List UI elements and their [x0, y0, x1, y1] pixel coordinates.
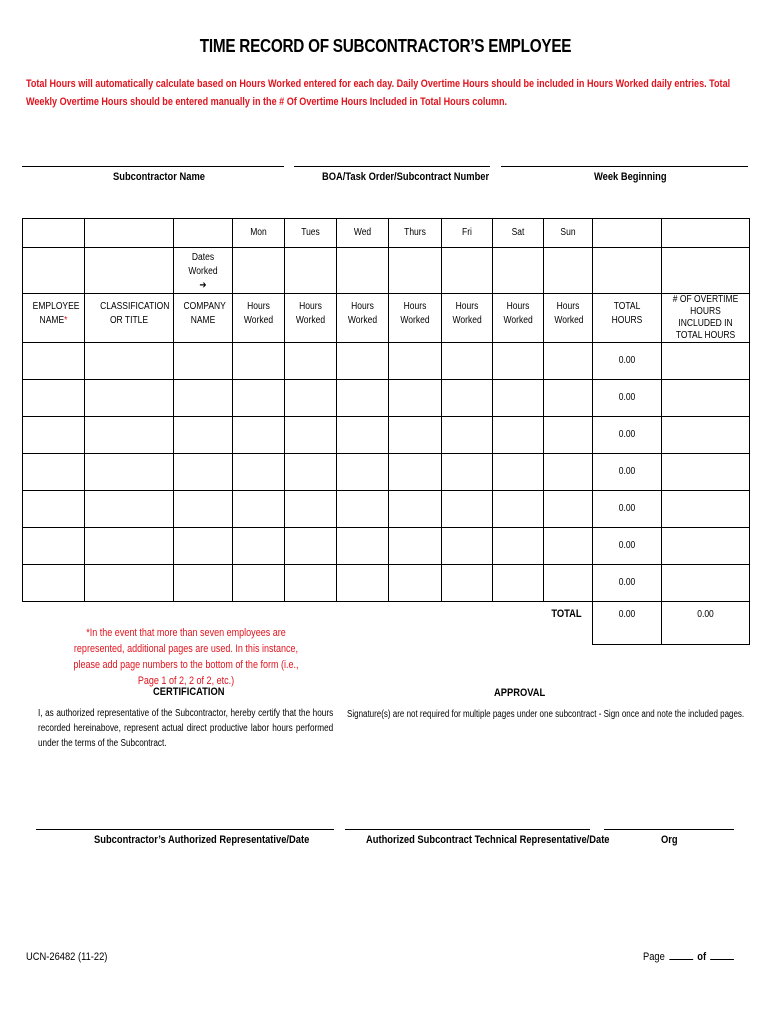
hours-fri-input[interactable]	[442, 528, 493, 565]
row-total-hours: 0.00	[593, 491, 662, 528]
hours-sun-input[interactable]	[544, 454, 593, 491]
hours-wed-input[interactable]	[337, 417, 389, 454]
hours-fri-input[interactable]	[442, 380, 493, 417]
date-wed-input[interactable]	[337, 248, 389, 294]
column-header-row	[23, 294, 750, 343]
col-employee-name: EMPLOYEE NAME*	[23, 294, 85, 343]
date-sat-input[interactable]	[493, 248, 544, 294]
hours-thurs-input[interactable]	[389, 380, 442, 417]
hours-sat-input[interactable]	[493, 454, 544, 491]
hours-sat-input[interactable]	[493, 380, 544, 417]
hours-tues-input[interactable]	[285, 491, 337, 528]
classification-input[interactable]	[85, 491, 174, 528]
grand-total-overtime: 0.00	[662, 602, 750, 645]
hours-fri-input[interactable]	[442, 565, 493, 602]
row-total-hours: 0.00	[593, 343, 662, 380]
classification-input[interactable]	[85, 343, 174, 380]
company-name-input[interactable]	[174, 343, 233, 380]
hours-tues-input[interactable]	[285, 565, 337, 602]
company-name-input[interactable]	[174, 528, 233, 565]
hours-wed-input[interactable]	[337, 454, 389, 491]
hours-mon-input[interactable]	[233, 491, 285, 528]
hours-thurs-input[interactable]	[389, 454, 442, 491]
hours-mon-input[interactable]	[233, 454, 285, 491]
table-row	[23, 417, 750, 454]
employee-name-input[interactable]	[23, 528, 85, 565]
hours-fri-input[interactable]	[442, 454, 493, 491]
hours-tues-input[interactable]	[285, 417, 337, 454]
hours-thurs-input[interactable]	[389, 491, 442, 528]
classification-input[interactable]	[85, 528, 174, 565]
overtime-hours-input[interactable]	[662, 491, 750, 528]
subcontractor-name-field[interactable]	[22, 166, 284, 167]
day-tues: Tues	[285, 219, 337, 248]
col-hours-thurs: Hours Worked	[389, 294, 442, 343]
col-hours-wed: Hours Worked	[337, 294, 389, 343]
table-row	[23, 343, 750, 380]
classification-input[interactable]	[85, 454, 174, 491]
table-row	[23, 528, 750, 565]
hours-sun-input[interactable]	[544, 565, 593, 602]
table-row	[23, 454, 750, 491]
hours-tues-input[interactable]	[285, 380, 337, 417]
hours-mon-input[interactable]	[233, 528, 285, 565]
day-wed: Wed	[337, 219, 389, 248]
subcontractor-rep-signature-line[interactable]	[36, 829, 334, 830]
col-total-hours: TOTAL HOURS	[593, 294, 662, 343]
hours-fri-input[interactable]	[442, 417, 493, 454]
overtime-hours-input[interactable]	[662, 454, 750, 491]
hours-sat-input[interactable]	[493, 343, 544, 380]
org-signature-line[interactable]	[604, 829, 734, 830]
hours-fri-input[interactable]	[442, 491, 493, 528]
employee-name-input[interactable]	[23, 491, 85, 528]
form-title: TIME RECORD OF SUBCONTRACTOR’S EMPLOYEE	[199, 36, 571, 56]
col-overtime-hours: # OF OVERTIME HOURS INCLUDED IN TOTAL HOURS	[662, 294, 750, 343]
date-mon-input[interactable]	[233, 248, 285, 294]
approval-heading: APPROVAL	[494, 687, 546, 699]
company-name-input[interactable]	[174, 417, 233, 454]
hours-thurs-input[interactable]	[389, 528, 442, 565]
day-mon: Mon	[233, 219, 285, 248]
table-row	[23, 565, 750, 602]
subcontractor-name-label: Subcontractor Name	[113, 171, 205, 183]
hours-wed-input[interactable]	[337, 380, 389, 417]
hours-sat-input[interactable]	[493, 417, 544, 454]
hours-tues-input[interactable]	[285, 454, 337, 491]
overtime-hours-input[interactable]	[662, 380, 750, 417]
hours-mon-input[interactable]	[233, 417, 285, 454]
employee-name-input[interactable]	[23, 565, 85, 602]
col-company-name: COMPANY NAME	[174, 294, 233, 343]
table-row	[23, 380, 750, 417]
table-row	[23, 491, 750, 528]
boa-number-label: BOA/Task Order/Subcontract Number	[322, 171, 490, 183]
hours-sun-input[interactable]	[544, 491, 593, 528]
hours-tues-input[interactable]	[285, 343, 337, 380]
col-classification: CLASSIFICATION OR TITLE	[85, 294, 174, 343]
hours-mon-input[interactable]	[233, 380, 285, 417]
col-hours-mon: Hours Worked	[233, 294, 285, 343]
day-sun: Sun	[544, 219, 593, 248]
week-beginning-field[interactable]	[501, 166, 748, 167]
hours-tues-input[interactable]	[285, 528, 337, 565]
subcontractor-rep-label: Subcontractor’s Authorized Representative/Date	[94, 834, 310, 846]
employee-name-input[interactable]	[23, 417, 85, 454]
company-name-input[interactable]	[174, 454, 233, 491]
hours-wed-input[interactable]	[337, 528, 389, 565]
certification-heading: CERTIFICATION	[153, 686, 225, 698]
dates-worked-label: Dates Worked ➔	[174, 248, 233, 294]
date-thurs-input[interactable]	[389, 248, 442, 294]
hours-sun-input[interactable]	[544, 343, 593, 380]
form-number: UCN-26482 (11-22)	[26, 951, 108, 963]
page-number: Page of	[643, 951, 736, 963]
overtime-hours-input[interactable]	[662, 565, 750, 602]
days-row	[23, 219, 750, 248]
row-total-hours: 0.00	[593, 454, 662, 491]
week-beginning-label: Week Beginning	[594, 171, 667, 183]
multi-page-note: *In the event that more than seven employees are represented, additional pages are used. In this instance, please add page numbers to the bottom of the form (i.e., Page 1 of 2, 2 of 2, etc.)	[73, 627, 299, 687]
classification-input[interactable]	[85, 417, 174, 454]
hours-sat-input[interactable]	[493, 565, 544, 602]
col-hours-tues: Hours Worked	[285, 294, 337, 343]
row-total-hours: 0.00	[593, 380, 662, 417]
instructions-text: Total Hours will automatically calculate based on Hours Worked entered for each day. Daily Overtime Hours should be included in Hours Worked daily entries. Total Weekly Overtime Hours should be entered manually in the # Of Overtime Hours Included in Total Hours column.	[26, 78, 731, 108]
page-count-field[interactable]	[710, 959, 734, 960]
hours-mon-input[interactable]	[233, 565, 285, 602]
col-hours-sat: Hours Worked	[493, 294, 544, 343]
employee-name-input[interactable]	[23, 343, 85, 380]
employee-name-input[interactable]	[23, 454, 85, 491]
hours-sat-input[interactable]	[493, 491, 544, 528]
col-hours-sun: Hours Worked	[544, 294, 593, 343]
hours-thurs-input[interactable]	[389, 417, 442, 454]
company-name-input[interactable]	[174, 491, 233, 528]
totals-label: TOTAL	[544, 602, 593, 645]
company-name-input[interactable]	[174, 380, 233, 417]
company-name-input[interactable]	[174, 565, 233, 602]
page-number-field[interactable]	[669, 959, 693, 960]
date-sun-input[interactable]	[544, 248, 593, 294]
org-label: Org	[661, 834, 678, 846]
overtime-hours-input[interactable]	[662, 417, 750, 454]
overtime-hours-input[interactable]	[662, 343, 750, 380]
overtime-hours-input[interactable]	[662, 528, 750, 565]
hours-wed-input[interactable]	[337, 343, 389, 380]
certification-text: I, as authorized representative of the Subcontractor, hereby certify that the hours recorded hereinabove, represent actual direct productive labor hours performed under the terms of the Subcontract.	[38, 708, 334, 749]
hours-sun-input[interactable]	[544, 528, 593, 565]
day-sat: Sat	[493, 219, 544, 248]
row-total-hours: 0.00	[593, 528, 662, 565]
time-record-table	[22, 218, 750, 645]
hours-sun-input[interactable]	[544, 380, 593, 417]
technical-rep-label: Authorized Subcontract Technical Representative/Date	[366, 834, 610, 846]
classification-input[interactable]	[85, 565, 174, 602]
row-total-hours: 0.00	[593, 417, 662, 454]
hours-thurs-input[interactable]	[389, 343, 442, 380]
grand-total-hours: 0.00	[593, 602, 662, 645]
classification-input[interactable]	[85, 380, 174, 417]
hours-sat-input[interactable]	[493, 528, 544, 565]
col-hours-fri: Hours Worked	[442, 294, 493, 343]
hours-sun-input[interactable]	[544, 417, 593, 454]
date-fri-input[interactable]	[442, 248, 493, 294]
technical-rep-signature-line[interactable]	[345, 829, 590, 830]
approval-text: Signature(s) are not required for multiple pages under one subcontract - Sign once and note the included pages.	[347, 709, 745, 720]
employee-name-input[interactable]	[23, 380, 85, 417]
hours-wed-input[interactable]	[337, 565, 389, 602]
arrow-right-icon: ➔	[199, 280, 207, 291]
hours-thurs-input[interactable]	[389, 565, 442, 602]
dates-worked-row	[23, 248, 750, 294]
date-tues-input[interactable]	[285, 248, 337, 294]
hours-wed-input[interactable]	[337, 491, 389, 528]
hours-fri-input[interactable]	[442, 343, 493, 380]
boa-number-field[interactable]	[294, 166, 490, 167]
row-total-hours: 0.00	[593, 565, 662, 602]
hours-mon-input[interactable]	[233, 343, 285, 380]
day-thurs: Thurs	[389, 219, 442, 248]
day-fri: Fri	[442, 219, 493, 248]
